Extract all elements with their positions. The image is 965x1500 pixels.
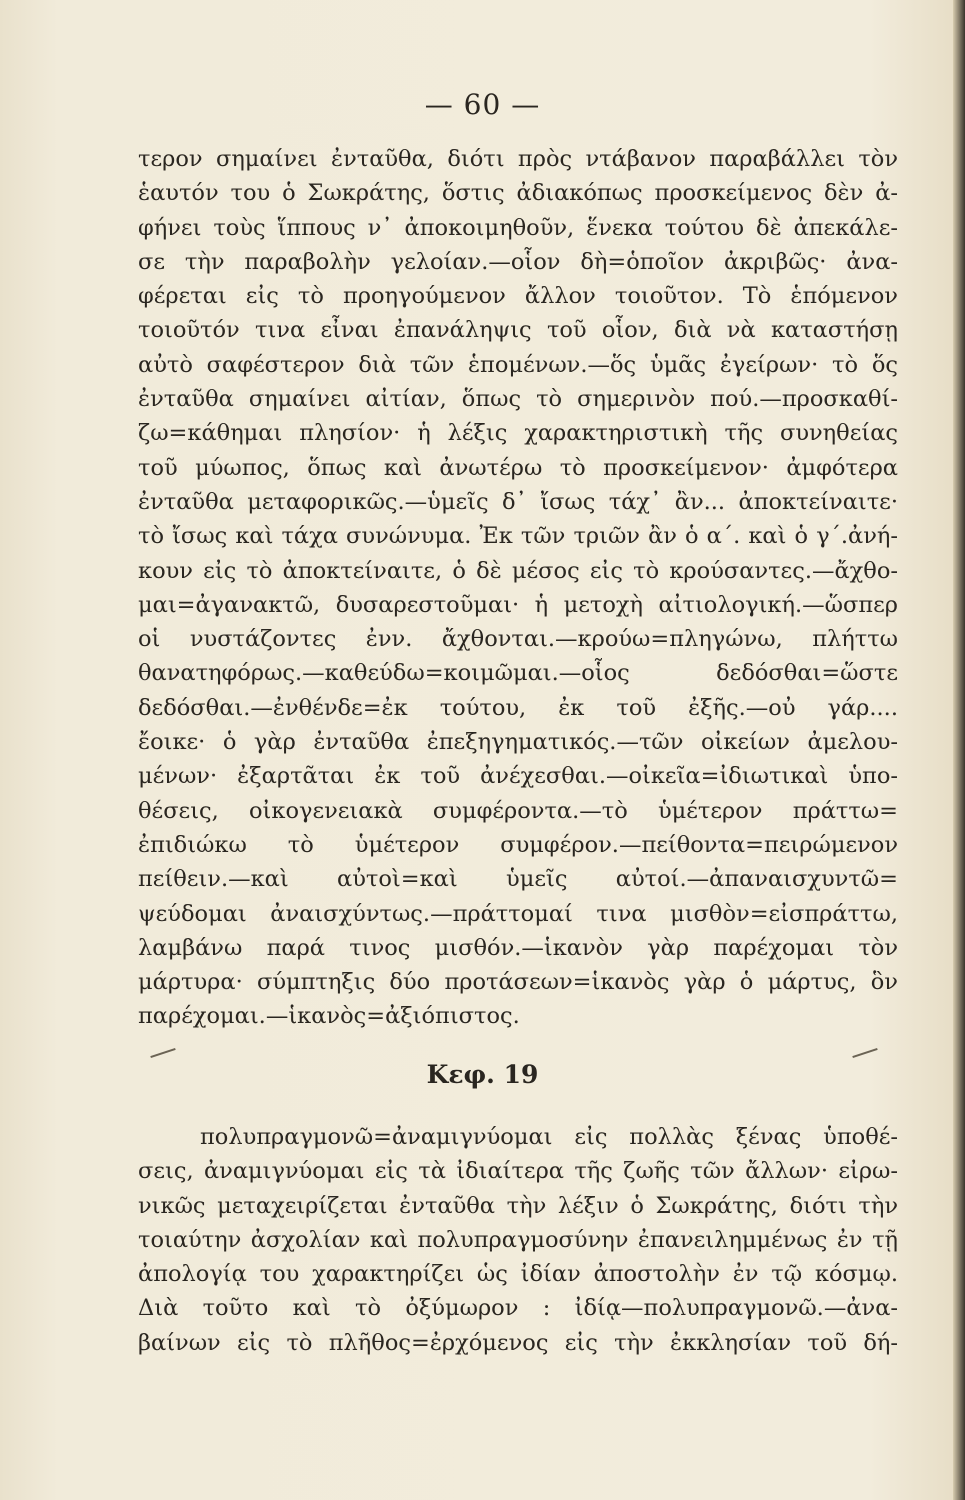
commentary-text-bottom xyxy=(138,1120,898,1360)
text-line: θανατηφόρως.—καθεύδω=κοιμῶμαι.—οἷος δεδόσθαι=ὥστε xyxy=(138,660,898,687)
text-line: πολυπραγμονῶ=ἀναμιγνύομαι εἰς πολλὰς ξένας ὑποθέ- xyxy=(200,1124,898,1150)
text-line: τοιαύτην ἀσχολίαν καὶ πολυπραγμοσύνην ἐπανειλημμένως ἐν τῇ xyxy=(138,1226,898,1253)
ink-mark xyxy=(150,1048,175,1058)
text-line: παρέχομαι.—ἱκανὸς=ἀξιόπιστος. xyxy=(138,1003,520,1030)
text-line: δεδόσθαι.—ἐνθένδε=ἐκ τούτου, ἐκ τοῦ ἐξῆς.—οὐ γάρ.... xyxy=(138,694,898,721)
text-line: ἐνταῦθα σημαίνει αἰτίαν, ὅπως τὸ σημερινὸν πού.—προσκαθί- xyxy=(138,386,898,413)
text-line: μαι=ἀγανακτῶ, δυσαρεστοῦμαι· ἡ μετοχὴ αἰτιολογική.—ὥσπερ xyxy=(138,591,898,618)
text-line: λαμβάνω παρά τινος μισθόν.—ἱκανὸν γὰρ παρέχομαι τὸν xyxy=(138,934,898,961)
text-line: ἐνταῦθα μεταφορικῶς.—ὑμεῖς δ᾽ ἴσως τάχ᾽ ἂν... ἀποκτείναιτε· xyxy=(138,488,898,515)
ink-mark xyxy=(852,1048,877,1058)
text-line: σε τὴν παραβολὴν γελοίαν.—οἷον δὴ=ὁποῖον ἀκριβῶς· ἀνα- xyxy=(138,248,898,275)
text-line: φήνει τοὺς ἵππους ν᾽ ἀποκοιμηθοῦν, ἕνεκα τούτου δὲ ἀπεκάλε- xyxy=(138,214,898,241)
text-line: νικῶς μεταχειρίζεται ἐνταῦθα τὴν λέξιν ὁ Σωκράτης, διότι τὴν xyxy=(138,1192,898,1219)
page-edge xyxy=(953,0,965,1500)
text-line: ἔοικε· ὁ γὰρ ἐνταῦθα ἐπεξηγηματικός.—τῶν οἰκείων ἀμελου- xyxy=(138,729,898,756)
text-line: Διὰ τοῦτο καὶ τὸ ὀξύμωρον : ἰδίᾳ—πολυπραγμονῶ.—ἀνα- xyxy=(138,1295,898,1322)
text-line: ψεύδομαι ἀναισχύντως.—πράττομαί τινα μισθὸν=εἰσπράττω, xyxy=(138,900,898,927)
page-number: — 60 — xyxy=(424,88,541,121)
text-line: τὸ ἴσως καὶ τάχα συνώνυμα. Ἐκ τῶν τριῶν ἂν ὁ α΄. καὶ ὁ γ΄.ἀνή- xyxy=(138,523,898,550)
text-line: φέρεται εἰς τὸ προηγούμενον ἄλλον τοιοῦτον. Τὸ ἑπόμενον xyxy=(138,283,898,310)
text-line: μάρτυρα· σύμπτηξις δύο προτάσεων=ἱκανὸς γὰρ ὁ μάρτυς, ὃν xyxy=(138,969,898,996)
text-line: οἱ νυστάζοντες ἐνν. ἄχθονται.—κρούω=πληγώνω, πλήττω xyxy=(138,626,898,653)
text-line: πείθειν.—καὶ αὐτοὶ=καὶ ὑμεῖς αὐτοί.—ἀπαναισχυντῶ= xyxy=(138,866,898,893)
text-line: θέσεις, οἰκογενειακὰ συμφέροντα.—τὸ ὑμέτερον πράττω= xyxy=(138,797,898,824)
text-line: τοῦ μύωπος, ὅπως καὶ ἀνωτέρω τὸ προσκείμενον· ἀμφότερα xyxy=(138,454,898,481)
text-line: αὐτὸ σαφέστερον διὰ τῶν ἑπομένων.—ὅς ὑμᾶς ἐγείρων· τὸ ὅς xyxy=(138,351,898,378)
text-line: ἑαυτόν του ὁ Σωκράτης, ὅστις ἀδιακόπως προσκείμενος δὲν ἀ- xyxy=(138,180,898,207)
text-line: τερον σημαίνει ἐνταῦθα, διότι πρὸς ντάβανον παραβάλλει τὸν xyxy=(138,146,898,172)
text-line: τοιοῦτόν τινα εἶναι ἐπανάληψις τοῦ οἷον, διὰ νὰ καταστήσῃ xyxy=(138,317,898,344)
text-line: μένων· ἐξαρτᾶται ἐκ τοῦ ἀνέχεσθαι.—οἰκεῖα=ἰδιωτικαὶ ὑπο- xyxy=(138,763,898,790)
commentary-text-top xyxy=(138,142,898,1034)
text-line: σεις, ἀναμιγνύομαι εἰς τὰ ἰδιαίτερα τῆς ζωῆς τῶν ἄλλων· εἰρω- xyxy=(138,1158,898,1185)
text-line: ἀπολογίᾳ του χαρακτηρίζει ὡς ἰδίαν ἀποστολὴν ἐν τῷ κόσμῳ. xyxy=(138,1261,898,1288)
chapter-heading: Κεφ. 19 xyxy=(426,1060,539,1089)
text-line: ζω=κάθημαι πλησίον· ἡ λέξις χαρακτηριστικὴ τῆς συνηθείας xyxy=(138,420,898,447)
text-line: ἐπιδιώκω τὸ ὑμέτερον συμφέρον.—πείθοντα=πειρώμενον xyxy=(138,831,898,858)
text-line: βαίνων εἰς τὸ πλῆθος=ἐρχόμενος εἰς τὴν ἐκκλησίαν τοῦ δή- xyxy=(138,1329,898,1356)
text-line: κουν εἰς τὸ ἀποκτείναιτε, ὁ δὲ μέσος εἰς τὸ κρούσαντες.—ἄχθο- xyxy=(138,557,898,584)
